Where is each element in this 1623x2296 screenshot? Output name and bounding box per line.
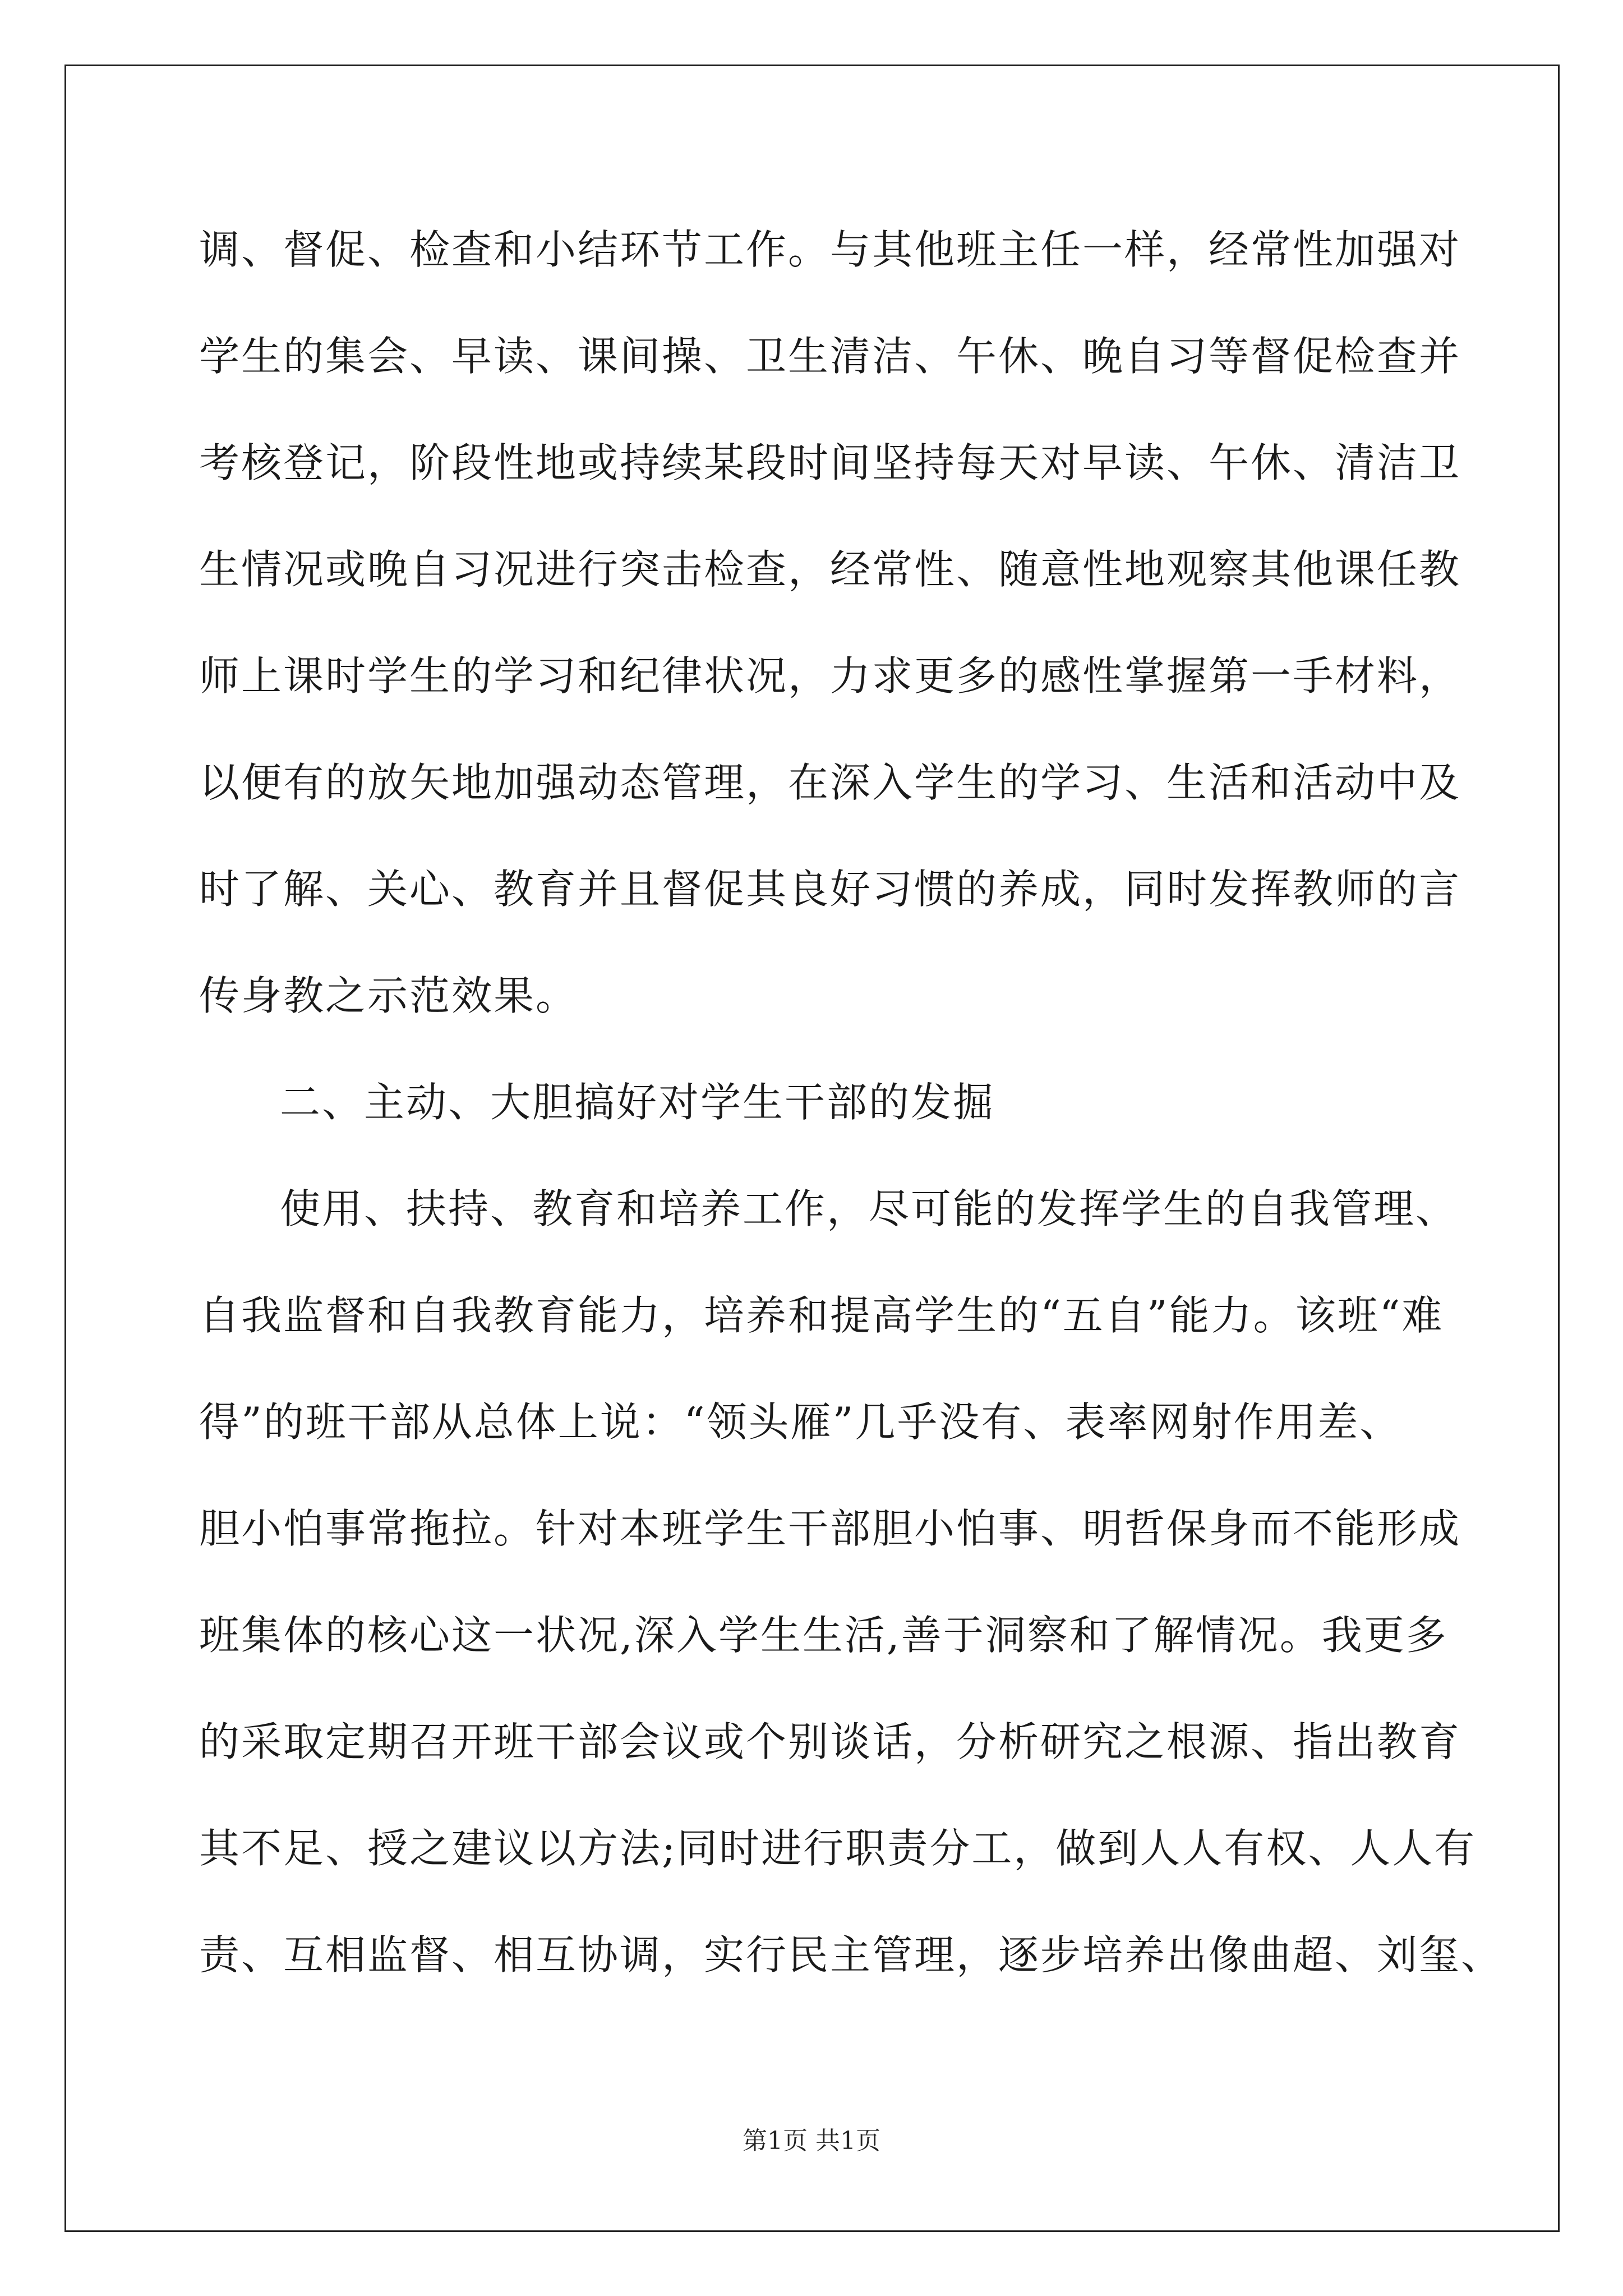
body-line-14: 班集体的核心这一状况,深入学生生活,善于洞察和了解情况。我更多 — [199, 1612, 1448, 1659]
body-line-13: 胆小怕事常拖拉。针对本班学生干部胆小怕事、明哲保身而不能形成 — [199, 1505, 1461, 1552]
body-line-16: 其不足、授之建议以方法;同时进行职责分工，做到人人有权、人人有 — [199, 1825, 1477, 1872]
body-line-1: 调、督促、检查和小结环节工作。与其他班主任一样，经常性加强对 — [199, 226, 1461, 273]
body-line-4: 生情况或晚自习况进行突击检查，经常性、随意性地观察其他课任教 — [199, 546, 1461, 593]
body-line-3: 考核登记，阶段性地或持续某段时间坚持每天对早读、午休、清洁卫 — [199, 439, 1461, 486]
document-body — [199, 219, 1504, 2031]
body-line-5: 师上课时学生的学习和纪律状况，力求更多的感性掌握第一手材料， — [199, 652, 1461, 700]
body-line-17: 责、互相监督、相互协调，实行民主管理，逐步培养出像曲超、刘玺、 — [199, 1931, 1504, 1978]
body-line-10: 使用、扶持、教育和培养工作，尽可能的发挥学生的自我管理、 — [280, 1185, 1458, 1232]
body-line-11: 自我监督和自我教育能力，培养和提高学生的“五自”能力。该班“难 — [199, 1292, 1444, 1339]
body-line-15: 的采取定期召开班干部会议或个别谈话，分析研究之根源、指出教育 — [199, 1718, 1461, 1765]
body-line-8: 传身教之示范效果。 — [199, 972, 578, 1019]
body-line-2: 学生的集会、早读、课间操、卫生清洁、午休、晚自习等督促检查并 — [199, 333, 1461, 380]
body-line-6: 以便有的放矢地加强动态管理，在深入学生的学习、生活和活动中及 — [199, 759, 1461, 806]
body-line-7: 时了解、关心、教育并且督促其良好习惯的养成，同时发挥教师的言 — [199, 866, 1461, 913]
body-line-12: 得”的班干部从总体上说：“领头雁”几乎没有、表率网射作用差、 — [199, 1398, 1402, 1446]
section-heading: 二、主动、大胆搞好对学生干部的发掘 — [280, 1079, 995, 1126]
page-number-footer: 第1页 共1页 — [743, 2127, 880, 2155]
